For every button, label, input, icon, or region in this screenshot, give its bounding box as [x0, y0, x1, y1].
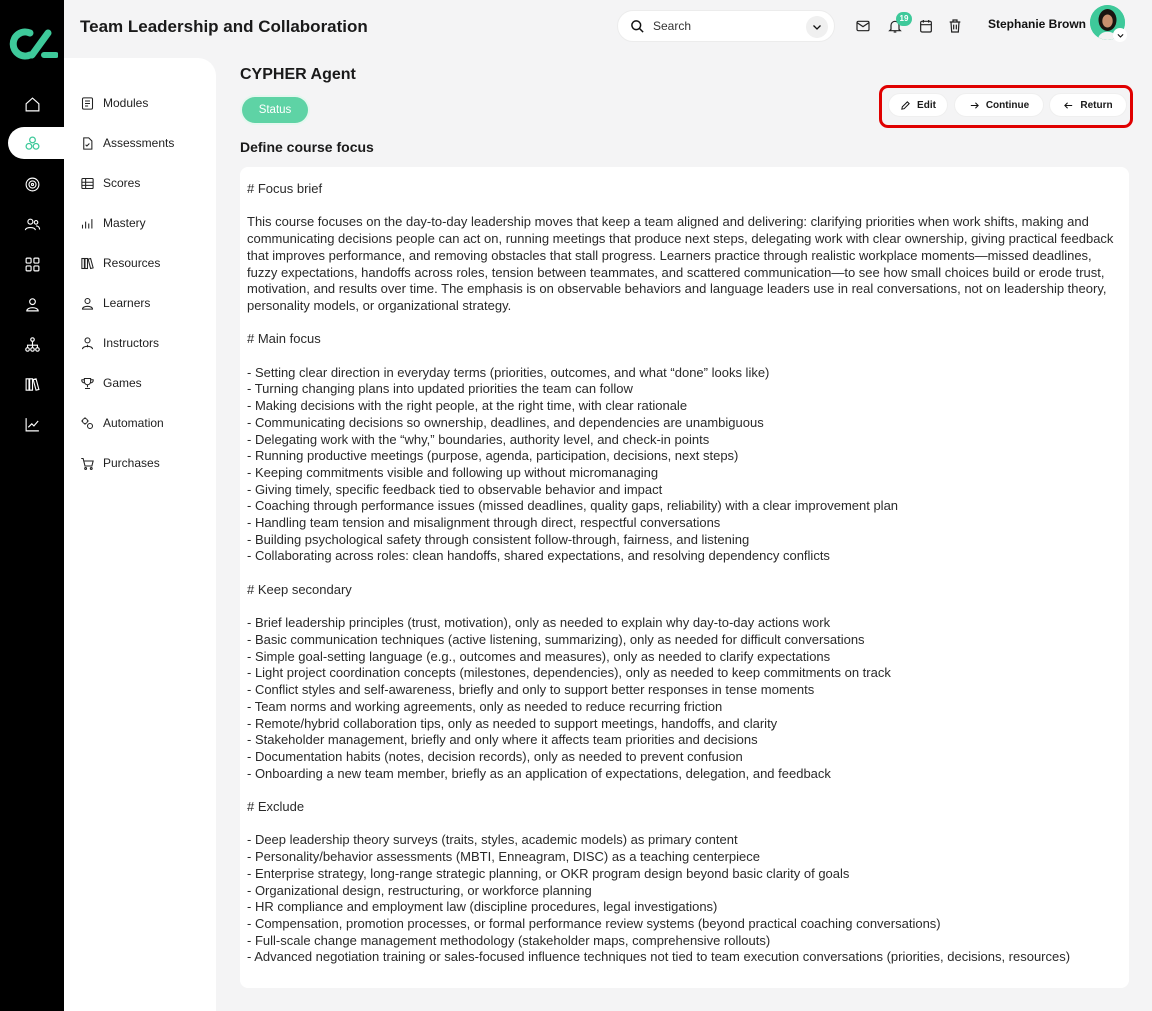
cart-icon: [80, 456, 95, 471]
search-dropdown-button[interactable]: [806, 16, 828, 38]
mail-icon[interactable]: [855, 18, 871, 34]
learners-icon: [80, 296, 95, 311]
subnav-item-automation[interactable]: [80, 413, 164, 433]
subnav-label: Mastery: [103, 216, 146, 230]
arrow-left-icon: [1063, 100, 1074, 111]
arrow-right-icon: [969, 100, 980, 111]
subnav-label: Modules: [103, 96, 149, 110]
subnav-label: Purchases: [103, 456, 160, 470]
subnav-item-purchases[interactable]: [80, 453, 160, 473]
search-icon: [630, 19, 645, 34]
subnav-item-resources[interactable]: [80, 253, 160, 273]
icon-rail: [0, 0, 64, 1011]
rail-user-button[interactable]: [0, 288, 64, 320]
user-name: Stephanie Brown: [988, 17, 1087, 31]
return-button[interactable]: [1049, 93, 1127, 117]
chevron-down-icon: [1116, 31, 1125, 40]
rail-home-button[interactable]: [0, 88, 64, 120]
automation-icon: [80, 416, 95, 431]
subnav-label: Scores: [103, 176, 141, 190]
edit-button[interactable]: [888, 93, 948, 117]
users-icon: [24, 216, 41, 233]
chart-line-icon: [24, 416, 41, 433]
subnav-label: Resources: [103, 256, 161, 270]
section-title: Define course focus: [240, 139, 374, 155]
grid-icon: [24, 256, 41, 273]
home-icon: [24, 96, 41, 113]
calendar-icon[interactable]: [918, 18, 934, 34]
subnav-label: Learners: [103, 296, 151, 310]
status-badge[interactable]: Status: [242, 97, 308, 123]
scores-icon: [80, 176, 95, 191]
subnav-item-assessments[interactable]: [80, 133, 174, 153]
target-icon: [24, 176, 41, 193]
subnav-item-instructors[interactable]: [80, 333, 159, 353]
hierarchy-icon: [24, 336, 41, 353]
subnav-label: Games: [103, 376, 142, 390]
assessments-icon: [80, 136, 95, 151]
user-icon: [24, 296, 41, 313]
modules-icon: [80, 96, 95, 111]
mastery-icon: [80, 216, 95, 231]
trash-icon[interactable]: [947, 18, 963, 34]
subnav-item-scores[interactable]: [80, 173, 140, 193]
network-icon: [24, 135, 41, 152]
search-label: Search: [653, 19, 692, 33]
continue-label: Continue: [985, 99, 1030, 111]
rail-network-button[interactable]: [8, 127, 72, 159]
focus-brief-text[interactable]: # Focus brief This course focuses on the day-to-day leadership moves that keep a team aligned and delivering: clarifying priorities when work shifts, making and communicating decisions people can act on, running meetings that produce next steps, delegating work with clear ownership, giving practical feedback that improves performance, and removing obstacles that stall progress. Learners practice through realistic workplace moments—missed deadlines, fuzzy expectations, handoffs across roles, tension between teammates, and scattered communication—to see how small choices build or erode trust, motivation, and results over time. The emphasis is on observable behaviors and language leaders use in real conversations, not on leadership theory, personality models, or organizational strategy. # Main focus - Setting clear direction in everyday terms (priorities, outcomes, and what “done” looks like) - Turning changing plans into updated priorities the team can follow - Making decisions with the right people, at the right time, with clear rationale - Communicating decisions so ownership, deadlines, and dependencies are unambiguous - Delegating work with the “why,” boundaries, authority level, and check-in points - Running productive meetings (purpose, agenda, participation, decisions, next steps) - Keeping commitments visible and following up without micromanaging - Giving timely, specific feedback tied to observable behavior and impact - Coaching through performance issues (missed deadlines, quality gaps, reliability) with a clear improvement plan - Handling team tension and misalignment through direct, respectful conversations - Building psychological safety through consistent follow-through, fairness, and listening - Collaborating across roles: clean handoffs, shared expectations, and resolving dependency conflicts # Keep secondary - Brief leadership principles (trust, motivation), only as needed to explain why day-to-day actions work - Basic communication techniques (active listening, summarizing), only as needed for difficult conversations - Simple goal-setting language (e.g., outcomes and measures), only as needed to clarify expectations - Light project coordination concepts (milestones, dependencies), only as needed to keep commitments on track - Conflict styles and self-awareness, briefly and only to support better responses in tense moments - Team norms and working agreements, only as needed to reduce recurring friction - Remote/hybrid collaboration tips, only as needed to support meetings, handoffs, and clarity - Stakeholder management, briefly and only where it affects team priorities and decisions - Documentation habits (notes, decision records), only as needed to prevent confusion - Onboarding a new team member, briefly as an application of expectations, delegation, and feedback # Exclude - Deep leadership theory surveys (traits, styles, academic models) as primary content - Personality/behavior assessments (MBTI, Enneagram, DISC) as a teaching centerpiece - Enterprise strategy, long-range strategic planning, or OKR program design beyond basic clarity of goals - Organizational design, restructuring, or workforce planning - HR compliance and employment law (discipline procedures, legal investigations) - Compensation, promotion processes, or formal performance review systems (beyond practical coaching conversations) - Full-scale change management methodology (stakeholder maps, comprehensive rollouts) - Advanced negotiation training or sales-focused influence techniques not tied to team execution conversations (priorities, decisions, resources): [240, 167, 1129, 988]
library-icon: [24, 376, 41, 393]
agent-title: CYPHER Agent: [240, 66, 356, 83]
trophy-icon: [80, 376, 95, 391]
rail-library-button[interactable]: [0, 368, 64, 400]
subnav-label: Assessments: [103, 136, 175, 150]
subnav-item-games[interactable]: [80, 373, 142, 393]
subnav-label: Automation: [103, 416, 164, 430]
section-nav: [64, 58, 216, 1011]
rail-target-button[interactable]: [0, 168, 64, 200]
instructors-icon: [80, 336, 95, 351]
user-menu-button[interactable]: [1113, 28, 1127, 42]
page-title: Team Leadership and Collaboration: [80, 17, 368, 36]
subnav-label: Instructors: [103, 336, 160, 350]
notification-badge: 19: [896, 12, 912, 26]
pencil-icon: [900, 100, 911, 111]
search-input[interactable]: [617, 10, 835, 42]
top-header: [64, 0, 1152, 58]
chevron-down-icon: [811, 21, 823, 33]
rail-grid-button[interactable]: [0, 248, 64, 280]
resources-icon: [80, 256, 95, 271]
brand-logo[interactable]: [8, 27, 58, 61]
continue-button[interactable]: [954, 93, 1044, 117]
return-label: Return: [1080, 99, 1113, 111]
rail-analytics-button[interactable]: [0, 408, 64, 440]
subnav-item-modules[interactable]: [80, 93, 148, 113]
rail-hierarchy-button[interactable]: [0, 328, 64, 360]
edit-label: Edit: [917, 99, 936, 111]
subnav-item-learners[interactable]: [80, 293, 150, 313]
rail-users-button[interactable]: [0, 208, 64, 240]
subnav-item-mastery[interactable]: [80, 213, 146, 233]
